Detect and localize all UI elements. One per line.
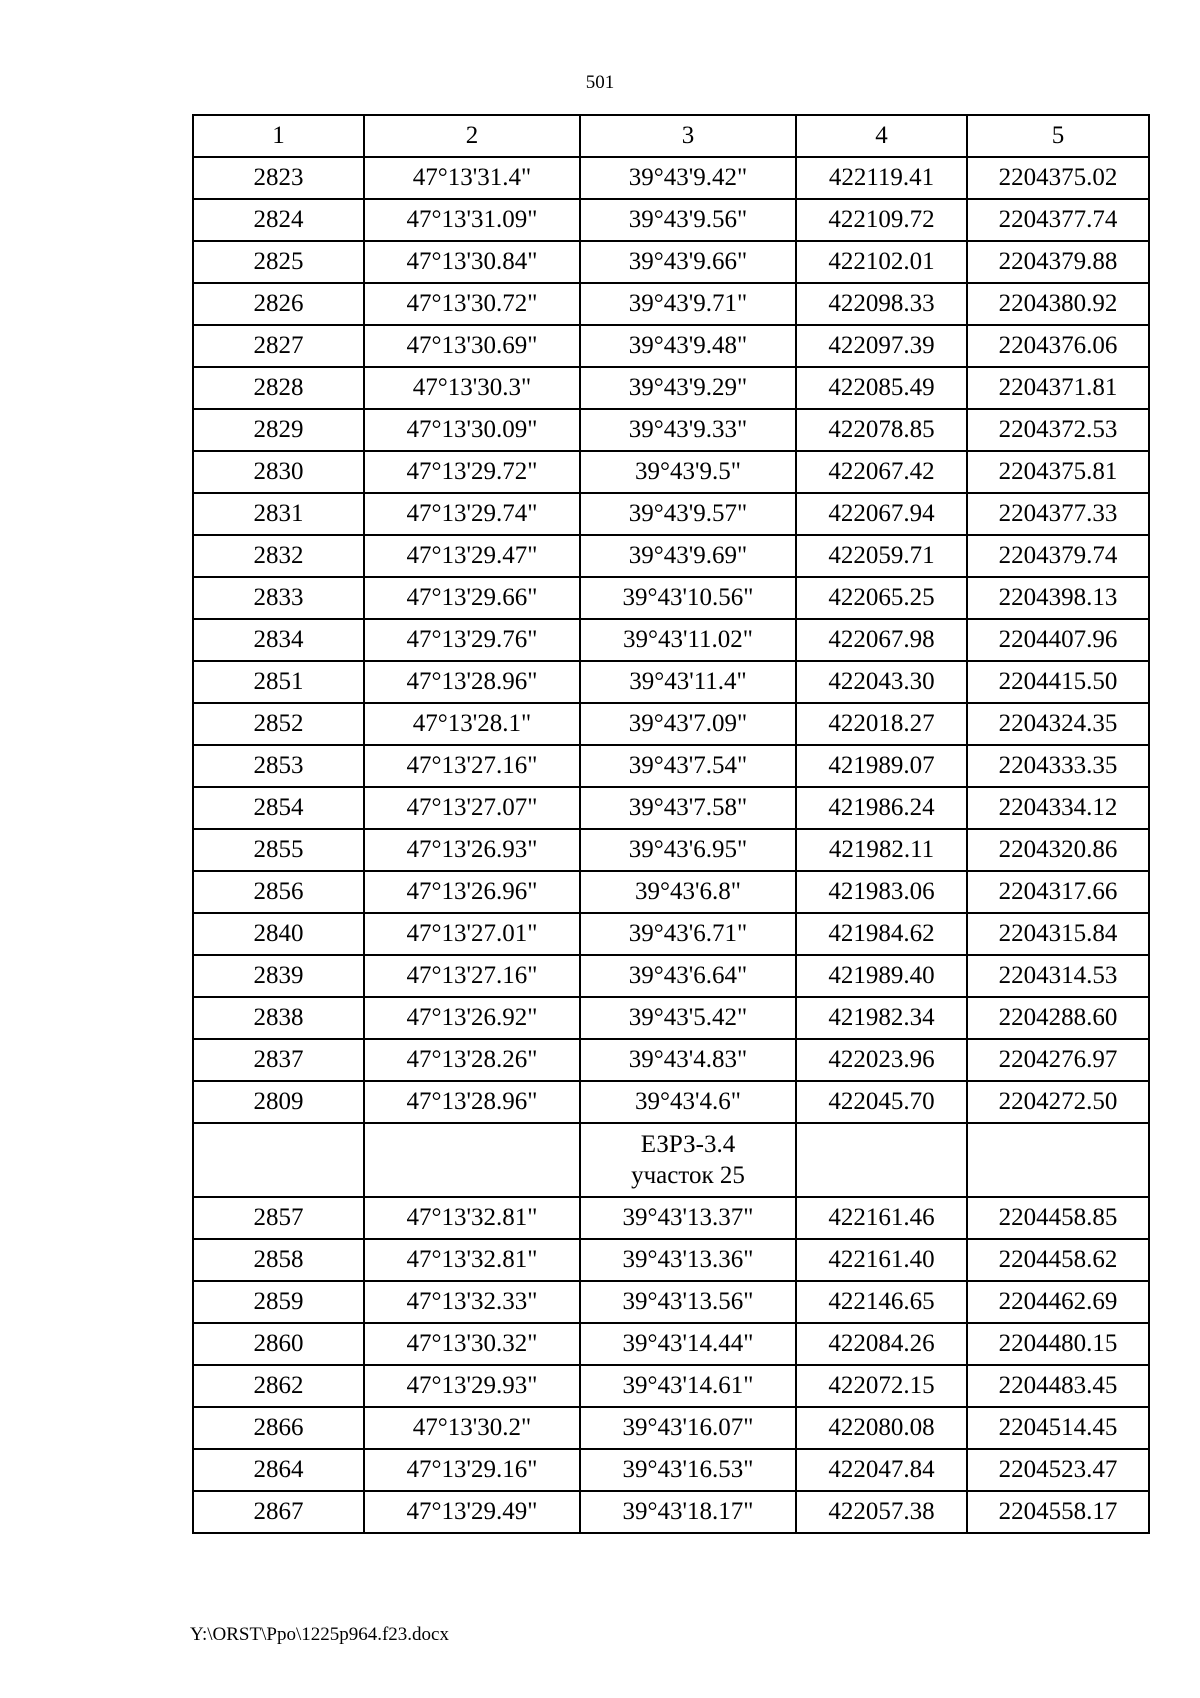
latitude-cell: 47°13'30.84" — [364, 241, 580, 283]
y-coordinate-cell: 2204480.15 — [967, 1323, 1149, 1365]
x-coordinate-cell: 421989.40 — [796, 955, 967, 997]
table-row — [193, 997, 1149, 1039]
section-title-cell — [580, 1123, 796, 1197]
point-number-cell: 2826 — [193, 283, 364, 325]
y-coordinate-cell: 2204315.84 — [967, 913, 1149, 955]
longitude-cell: 39°43'13.37" — [580, 1197, 796, 1239]
point-number-cell: 2830 — [193, 451, 364, 493]
longitude-cell: 39°43'4.83" — [580, 1039, 796, 1081]
point-number-cell: 2840 — [193, 913, 364, 955]
x-coordinate-cell: 422067.42 — [796, 451, 967, 493]
y-coordinate-cell: 2204333.35 — [967, 745, 1149, 787]
y-coordinate-cell: 2204320.86 — [967, 829, 1149, 871]
longitude-cell: 39°43'7.58" — [580, 787, 796, 829]
table-row — [193, 199, 1149, 241]
y-coordinate-cell: 2204317.66 — [967, 871, 1149, 913]
y-coordinate-cell: 2204558.17 — [967, 1491, 1149, 1533]
longitude-cell: 39°43'6.71" — [580, 913, 796, 955]
latitude-cell: 47°13'27.16" — [364, 745, 580, 787]
y-coordinate-cell: 2204415.50 — [967, 661, 1149, 703]
x-coordinate-cell: 422161.40 — [796, 1239, 967, 1281]
y-coordinate-cell: 2204276.97 — [967, 1039, 1149, 1081]
x-coordinate-cell: 422047.84 — [796, 1449, 967, 1491]
latitude-cell: 47°13'29.47" — [364, 535, 580, 577]
y-coordinate-cell: 2204458.85 — [967, 1197, 1149, 1239]
column-header-5: 5 — [967, 115, 1149, 157]
table-row — [193, 745, 1149, 787]
coordinates-table — [192, 114, 1150, 1534]
point-number-cell: 2857 — [193, 1197, 364, 1239]
longitude-cell: 39°43'6.95" — [580, 829, 796, 871]
section-empty-cell — [967, 1123, 1149, 1197]
point-number-cell: 2834 — [193, 619, 364, 661]
longitude-cell: 39°43'9.56" — [580, 199, 796, 241]
table-row — [193, 493, 1149, 535]
latitude-cell: 47°13'26.93" — [364, 829, 580, 871]
table-row — [193, 619, 1149, 661]
latitude-cell: 47°13'29.72" — [364, 451, 580, 493]
latitude-cell: 47°13'30.09" — [364, 409, 580, 451]
point-number-cell: 2852 — [193, 703, 364, 745]
longitude-cell: 39°43'9.66" — [580, 241, 796, 283]
table-row — [193, 535, 1149, 577]
point-number-cell: 2832 — [193, 535, 364, 577]
latitude-cell: 47°13'30.72" — [364, 283, 580, 325]
longitude-cell: 39°43'14.61" — [580, 1365, 796, 1407]
column-header-1: 1 — [193, 115, 364, 157]
point-number-cell: 2854 — [193, 787, 364, 829]
longitude-cell: 39°43'11.4" — [580, 661, 796, 703]
latitude-cell: 47°13'28.96" — [364, 661, 580, 703]
latitude-cell: 47°13'30.2" — [364, 1407, 580, 1449]
x-coordinate-cell: 422057.38 — [796, 1491, 967, 1533]
longitude-cell: 39°43'18.17" — [580, 1491, 796, 1533]
latitude-cell: 47°13'29.74" — [364, 493, 580, 535]
x-coordinate-cell: 422043.30 — [796, 661, 967, 703]
latitude-cell: 47°13'27.01" — [364, 913, 580, 955]
table-row — [193, 955, 1149, 997]
point-number-cell: 2824 — [193, 199, 364, 241]
y-coordinate-cell: 2204407.96 — [967, 619, 1149, 661]
y-coordinate-cell: 2204458.62 — [967, 1239, 1149, 1281]
x-coordinate-cell: 421984.62 — [796, 913, 967, 955]
x-coordinate-cell: 422045.70 — [796, 1081, 967, 1123]
longitude-cell: 39°43'13.36" — [580, 1239, 796, 1281]
y-coordinate-cell: 2204375.81 — [967, 451, 1149, 493]
table-row — [193, 703, 1149, 745]
point-number-cell: 2864 — [193, 1449, 364, 1491]
latitude-cell: 47°13'30.32" — [364, 1323, 580, 1365]
point-number-cell: 2827 — [193, 325, 364, 367]
point-number-cell: 2829 — [193, 409, 364, 451]
table-row — [193, 1239, 1149, 1281]
table-row — [193, 1449, 1149, 1491]
y-coordinate-cell: 2204377.33 — [967, 493, 1149, 535]
column-header-2: 2 — [364, 115, 580, 157]
column-header-3: 3 — [580, 115, 796, 157]
x-coordinate-cell: 422084.26 — [796, 1323, 967, 1365]
latitude-cell: 47°13'29.49" — [364, 1491, 580, 1533]
table-section — [193, 1123, 1149, 1197]
table-row — [193, 451, 1149, 493]
x-coordinate-cell: 422067.98 — [796, 619, 967, 661]
table-body-before-section — [193, 157, 1149, 1123]
y-coordinate-cell: 2204376.06 — [967, 325, 1149, 367]
latitude-cell: 47°13'27.07" — [364, 787, 580, 829]
latitude-cell: 47°13'29.76" — [364, 619, 580, 661]
table-row — [193, 871, 1149, 913]
column-header-4: 4 — [796, 115, 967, 157]
point-number-cell: 2860 — [193, 1323, 364, 1365]
latitude-cell: 47°13'32.81" — [364, 1197, 580, 1239]
point-number-cell: 2851 — [193, 661, 364, 703]
table-row — [193, 577, 1149, 619]
longitude-cell: 39°43'9.5" — [580, 451, 796, 493]
longitude-cell: 39°43'9.29" — [580, 367, 796, 409]
point-number-cell: 2867 — [193, 1491, 364, 1533]
y-coordinate-cell: 2204398.13 — [967, 577, 1149, 619]
table-row — [193, 325, 1149, 367]
latitude-cell: 47°13'29.93" — [364, 1365, 580, 1407]
point-number-cell: 2823 — [193, 157, 364, 199]
point-number-cell: 2855 — [193, 829, 364, 871]
x-coordinate-cell: 421989.07 — [796, 745, 967, 787]
latitude-cell: 47°13'28.96" — [364, 1081, 580, 1123]
y-coordinate-cell: 2204375.02 — [967, 157, 1149, 199]
section-empty-cell — [364, 1123, 580, 1197]
latitude-cell: 47°13'28.26" — [364, 1039, 580, 1081]
section-empty-cell — [796, 1123, 967, 1197]
table-row — [193, 409, 1149, 451]
x-coordinate-cell: 422097.39 — [796, 325, 967, 367]
x-coordinate-cell: 422078.85 — [796, 409, 967, 451]
longitude-cell: 39°43'9.48" — [580, 325, 796, 367]
point-number-cell: 2825 — [193, 241, 364, 283]
latitude-cell: 47°13'28.1" — [364, 703, 580, 745]
longitude-cell: 39°43'6.8" — [580, 871, 796, 913]
longitude-cell: 39°43'14.44" — [580, 1323, 796, 1365]
point-number-cell: 2856 — [193, 871, 364, 913]
latitude-cell: 47°13'26.92" — [364, 997, 580, 1039]
table-row — [193, 1039, 1149, 1081]
y-coordinate-cell: 2204483.45 — [967, 1365, 1149, 1407]
latitude-cell: 47°13'30.69" — [364, 325, 580, 367]
table-row — [193, 913, 1149, 955]
table-row — [193, 661, 1149, 703]
x-coordinate-cell: 422161.46 — [796, 1197, 967, 1239]
longitude-cell: 39°43'9.69" — [580, 535, 796, 577]
point-number-cell: 2839 — [193, 955, 364, 997]
longitude-cell: 39°43'7.54" — [580, 745, 796, 787]
y-coordinate-cell: 2204272.50 — [967, 1081, 1149, 1123]
y-coordinate-cell: 2204288.60 — [967, 997, 1149, 1039]
table-row — [193, 1491, 1149, 1533]
longitude-cell: 39°43'9.33" — [580, 409, 796, 451]
x-coordinate-cell: 421983.06 — [796, 871, 967, 913]
x-coordinate-cell: 422102.01 — [796, 241, 967, 283]
longitude-cell: 39°43'9.42" — [580, 157, 796, 199]
point-number-cell: 2831 — [193, 493, 364, 535]
y-coordinate-cell: 2204372.53 — [967, 409, 1149, 451]
point-number-cell: 2862 — [193, 1365, 364, 1407]
point-number-cell: 2828 — [193, 367, 364, 409]
point-number-cell: 2833 — [193, 577, 364, 619]
point-number-cell: 2838 — [193, 997, 364, 1039]
table-row — [193, 367, 1149, 409]
longitude-cell: 39°43'16.07" — [580, 1407, 796, 1449]
x-coordinate-cell: 422085.49 — [796, 367, 967, 409]
y-coordinate-cell: 2204379.88 — [967, 241, 1149, 283]
latitude-cell: 47°13'29.66" — [364, 577, 580, 619]
latitude-cell: 47°13'26.96" — [364, 871, 580, 913]
footer-file-path: Y:\ORST\Ppo\1225p964.f23.docx — [190, 1624, 449, 1645]
latitude-cell: 47°13'32.81" — [364, 1239, 580, 1281]
latitude-cell: 47°13'27.16" — [364, 955, 580, 997]
section-zone-code: ЕЗРЗ-3.4 — [640, 1130, 736, 1158]
point-number-cell: 2809 — [193, 1081, 364, 1123]
point-number-cell: 2859 — [193, 1281, 364, 1323]
longitude-cell: 39°43'16.53" — [580, 1449, 796, 1491]
table-row — [193, 157, 1149, 199]
longitude-cell: 39°43'13.56" — [580, 1281, 796, 1323]
x-coordinate-cell: 422065.25 — [796, 577, 967, 619]
table-row — [193, 829, 1149, 871]
x-coordinate-cell: 422146.65 — [796, 1281, 967, 1323]
table-row — [193, 241, 1149, 283]
table-row — [193, 283, 1149, 325]
longitude-cell: 39°43'9.57" — [580, 493, 796, 535]
y-coordinate-cell: 2204514.45 — [967, 1407, 1149, 1449]
table-row — [193, 1365, 1149, 1407]
point-number-cell: 2853 — [193, 745, 364, 787]
x-coordinate-cell: 422072.15 — [796, 1365, 967, 1407]
table-row — [193, 1281, 1149, 1323]
y-coordinate-cell: 2204334.12 — [967, 787, 1149, 829]
x-coordinate-cell: 422080.08 — [796, 1407, 967, 1449]
y-coordinate-cell: 2204324.35 — [967, 703, 1149, 745]
longitude-cell: 39°43'10.56" — [580, 577, 796, 619]
latitude-cell: 47°13'30.3" — [364, 367, 580, 409]
x-coordinate-cell: 421982.11 — [796, 829, 967, 871]
latitude-cell: 47°13'29.16" — [364, 1449, 580, 1491]
longitude-cell: 39°43'9.71" — [580, 283, 796, 325]
x-coordinate-cell: 421986.24 — [796, 787, 967, 829]
longitude-cell: 39°43'4.6" — [580, 1081, 796, 1123]
section-header-row — [193, 1123, 1149, 1197]
table-row — [193, 1197, 1149, 1239]
latitude-cell: 47°13'31.09" — [364, 199, 580, 241]
y-coordinate-cell: 2204371.81 — [967, 367, 1149, 409]
x-coordinate-cell: 422119.41 — [796, 157, 967, 199]
x-coordinate-cell: 422018.27 — [796, 703, 967, 745]
x-coordinate-cell: 422098.33 — [796, 283, 967, 325]
longitude-cell: 39°43'5.42" — [580, 997, 796, 1039]
section-plot-label: участок 25 — [631, 1162, 745, 1189]
longitude-cell: 39°43'11.02" — [580, 619, 796, 661]
table-header-row — [193, 115, 1149, 157]
x-coordinate-cell: 422023.96 — [796, 1039, 967, 1081]
longitude-cell: 39°43'6.64" — [580, 955, 796, 997]
x-coordinate-cell: 422059.71 — [796, 535, 967, 577]
x-coordinate-cell: 422109.72 — [796, 199, 967, 241]
section-empty-cell — [193, 1123, 364, 1197]
y-coordinate-cell: 2204379.74 — [967, 535, 1149, 577]
point-number-cell: 2837 — [193, 1039, 364, 1081]
y-coordinate-cell: 2204523.47 — [967, 1449, 1149, 1491]
longitude-cell: 39°43'7.09" — [580, 703, 796, 745]
table-row — [193, 1323, 1149, 1365]
table-row — [193, 1081, 1149, 1123]
y-coordinate-cell: 2204314.53 — [967, 955, 1149, 997]
latitude-cell: 47°13'31.4" — [364, 157, 580, 199]
y-coordinate-cell: 2204462.69 — [967, 1281, 1149, 1323]
x-coordinate-cell: 422067.94 — [796, 493, 967, 535]
table-row — [193, 1407, 1149, 1449]
y-coordinate-cell: 2204377.74 — [967, 199, 1149, 241]
x-coordinate-cell: 421982.34 — [796, 997, 967, 1039]
table-body-after-section — [193, 1197, 1149, 1533]
page-number: 501 — [585, 72, 615, 93]
table-row — [193, 787, 1149, 829]
point-number-cell: 2866 — [193, 1407, 364, 1449]
latitude-cell: 47°13'32.33" — [364, 1281, 580, 1323]
y-coordinate-cell: 2204380.92 — [967, 283, 1149, 325]
point-number-cell: 2858 — [193, 1239, 364, 1281]
